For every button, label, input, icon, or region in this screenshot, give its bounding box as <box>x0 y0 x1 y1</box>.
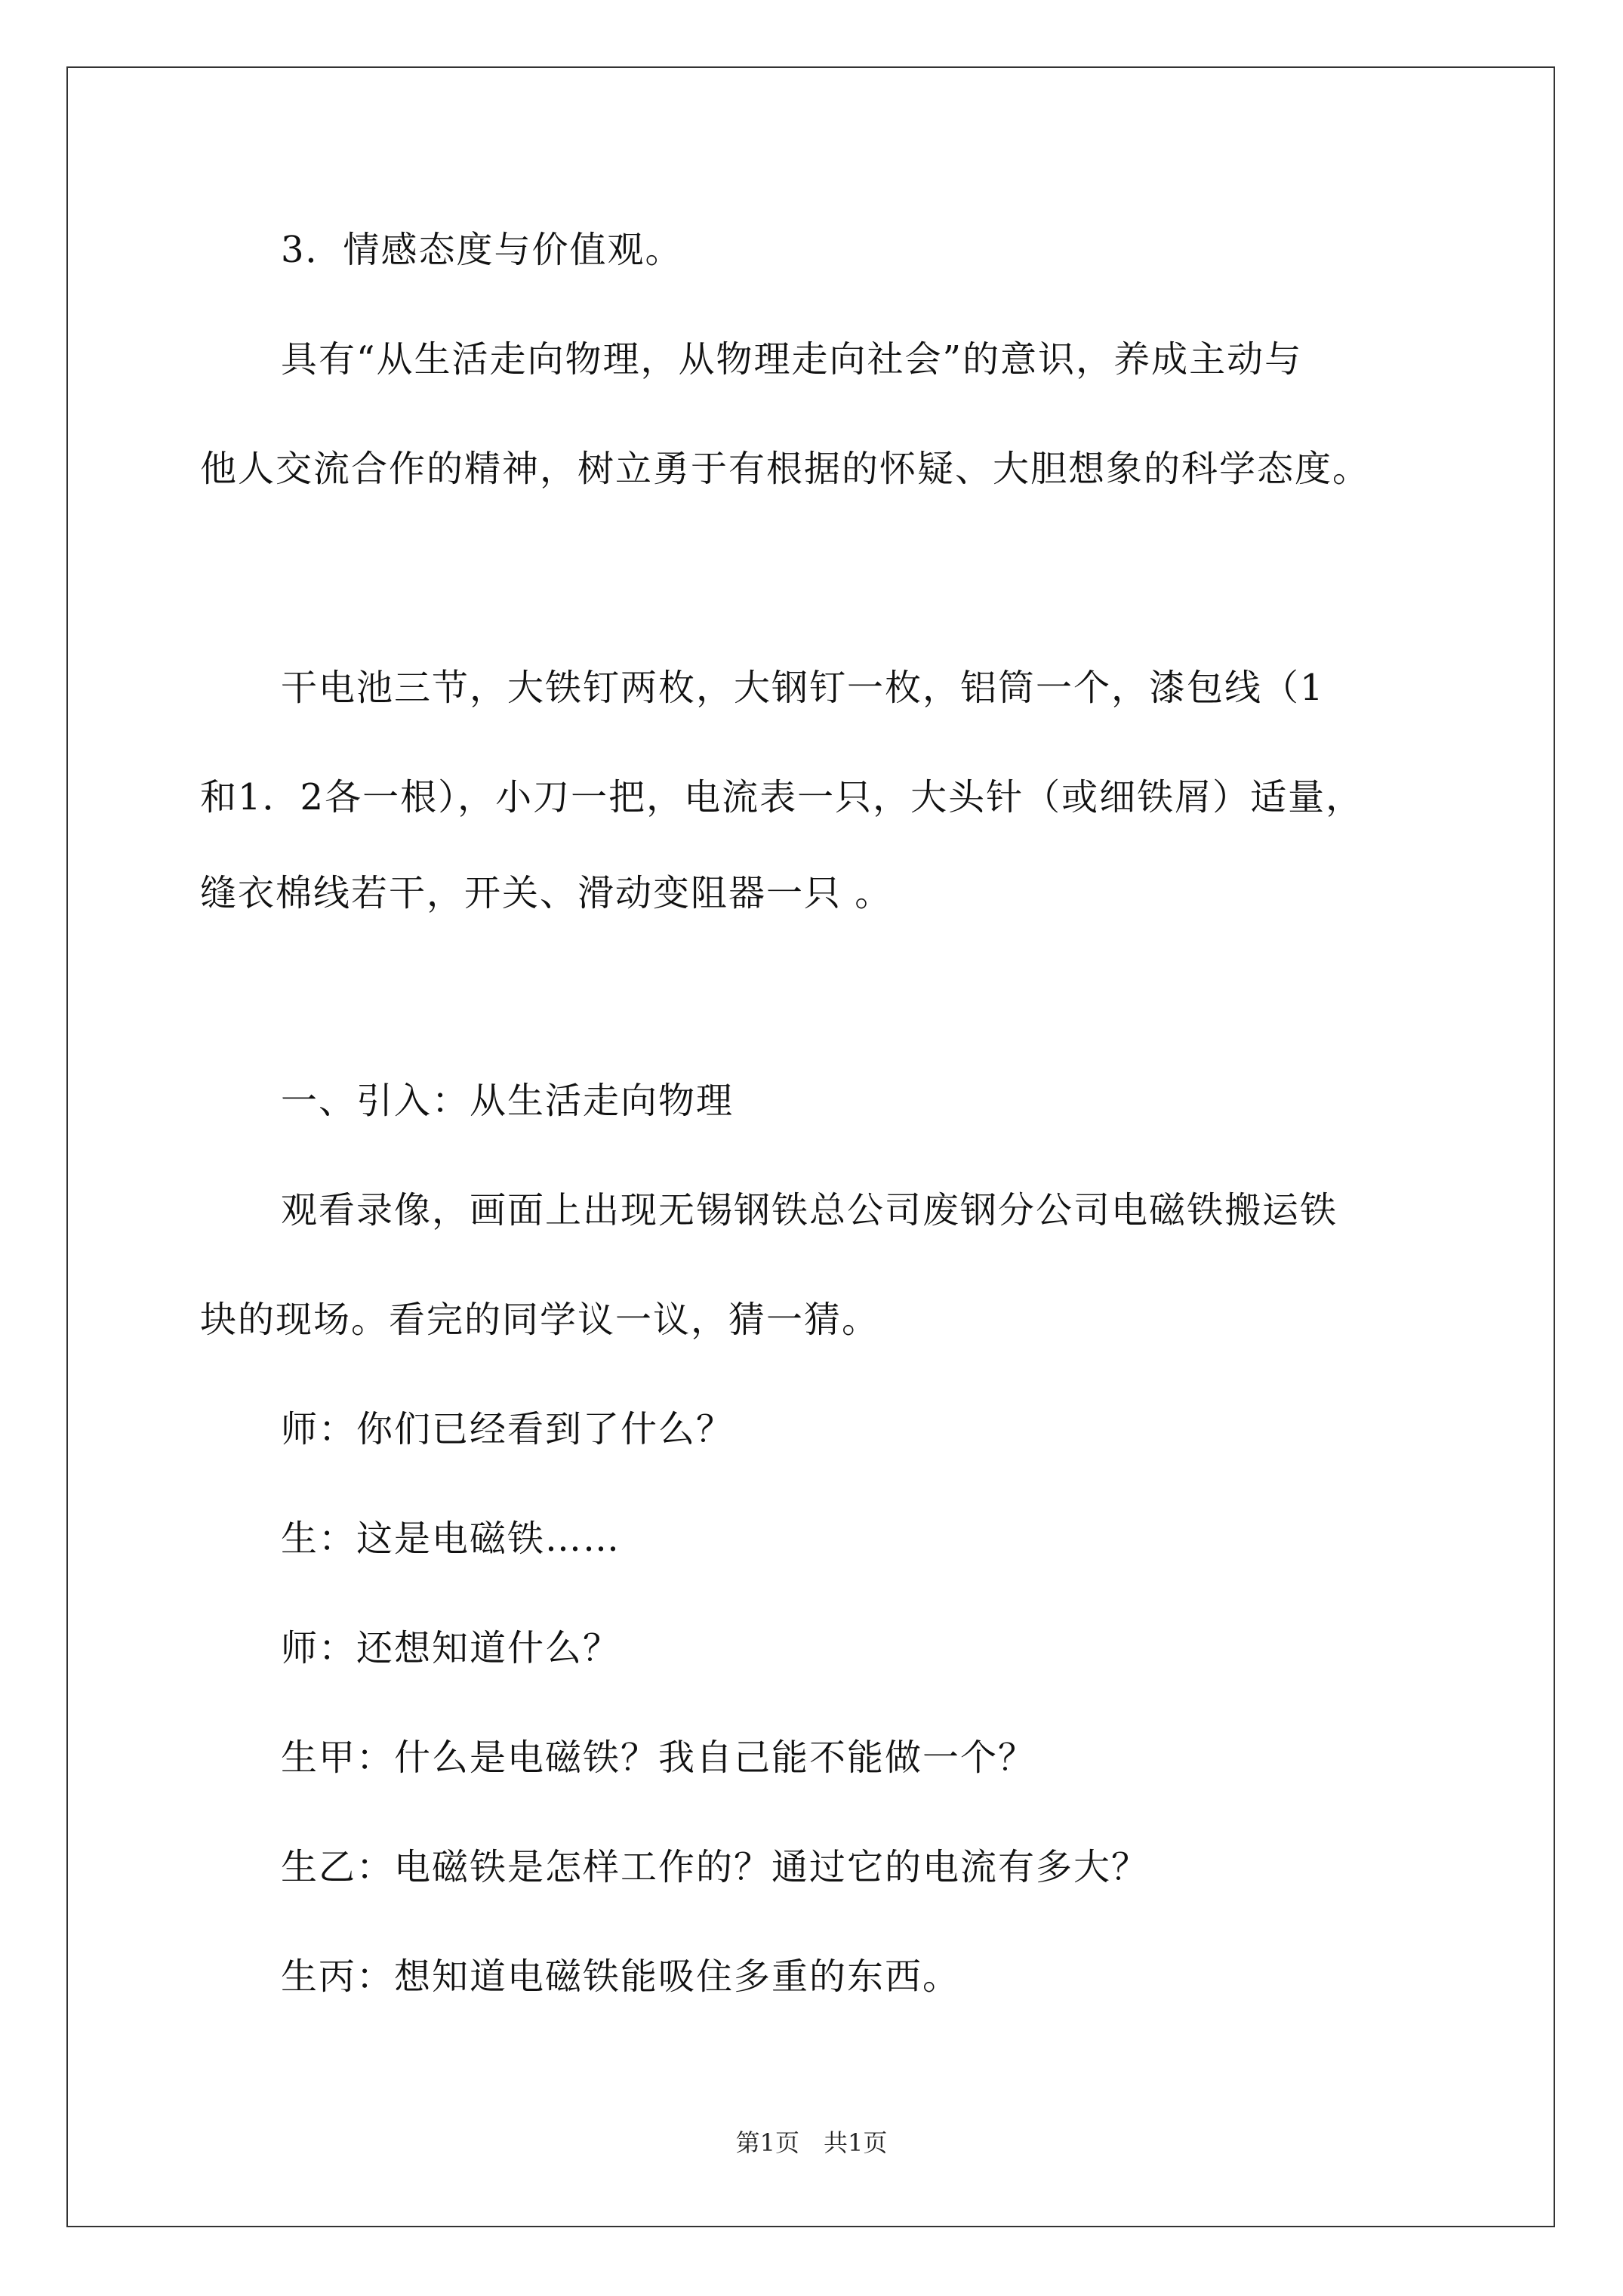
page-border <box>66 66 1555 2227</box>
text-line-5: 和1．2各一根），小刀一把，电流表一只，大头针（或细铁屑）适量， <box>200 776 1364 818</box>
text-line-6: 缝衣棉线若干，开关、滑动变阻器一只 。 <box>200 872 893 914</box>
text-line-2: 具有“从生活走向物理，从物理走向社会”的意识，养成主动与 <box>281 338 1303 381</box>
dialogue-line-3: 师：还想知道什么？ <box>281 1627 621 1669</box>
text-line-8: 观看录像，画面上出现无锡钢铁总公司废钢分公司电磁铁搬运铁 <box>281 1189 1338 1231</box>
text-line-4: 干电池三节，大铁钉两枚，大钢钉一枚，铝筒一个，漆包线（1 <box>281 667 1325 709</box>
dialogue-line-1: 师：你们已经看到了什么？ <box>281 1408 735 1450</box>
dialogue-line-6: 生丙：想知道电磁铁能吸住多重的东西。 <box>281 1955 961 1998</box>
dialogue-line-2: 生：这是电磁铁…… <box>281 1518 621 1560</box>
dialogue-line-5: 生乙：电磁铁是怎样工作的？通过它的电流有多大？ <box>281 1846 1150 1888</box>
text-line-3: 他人交流合作的精神，树立勇于有根据的怀疑、大胆想象的科学态度。 <box>200 448 1371 490</box>
section-heading: 一、引入：从生活走向物理 <box>281 1080 735 1122</box>
text-line-1: 3．情感态度与价值观。 <box>281 229 683 271</box>
page-indicator: 第1页 共1页 <box>735 2128 888 2157</box>
dialogue-line-4: 生甲：什么是电磁铁？我自己能不能做一个？ <box>281 1737 1036 1779</box>
text-line-9: 块的现场。看完的同学议一议，猜一猜。 <box>200 1299 880 1341</box>
